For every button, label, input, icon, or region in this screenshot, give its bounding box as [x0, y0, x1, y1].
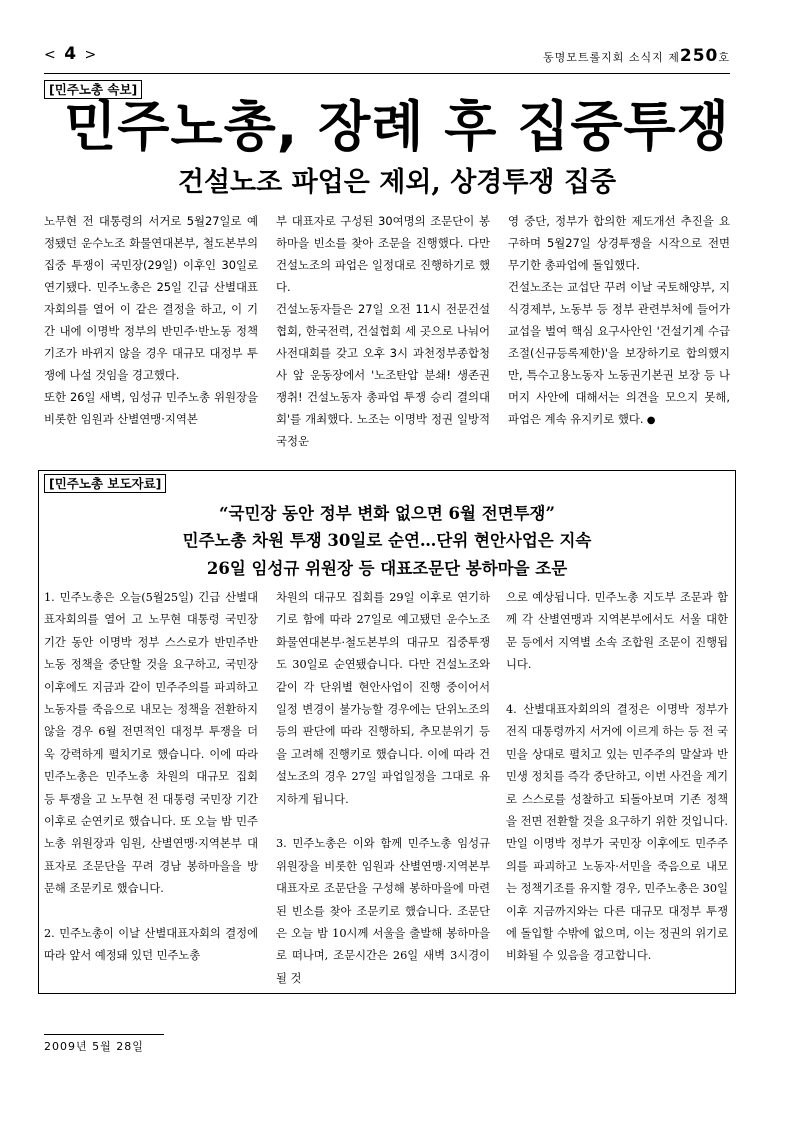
article1-subhead: 건설노조 파업은 제외, 상경투쟁 집중: [177, 167, 617, 198]
article2-title-2: 민주노총 차원 투쟁 30일로 순연…단위 현안사업은 지속: [182, 531, 592, 550]
issue-suffix: 호: [718, 51, 730, 64]
article1-paragraph: 또한 26일 새벽, 임성규 민주노총 위원장을 비롯한 임원과 산별연맹·지역본: [44, 390, 258, 426]
page-number-left: <: [44, 47, 65, 63]
footer-divider: [44, 1034, 164, 1035]
article1-paragraph: 건설노동자들은 27일 오전 11시 전문건설협회, 한국전력, 건설협회 세 곳으로 나눠어 사전대회를 갖고 오후 3시 과천정부종합청사 앞 운동장에서 '노조탄압 분쇄! 생존권 쟁취! 건설노동자 총파업 투쟁 승리 결의대회'를 개최했다. 노조는 이명박 정권 일방적 국정운: [276, 302, 490, 448]
newsletter-title: [543, 46, 730, 66]
page-header: [44, 40, 730, 74]
page-number-value: 4: [64, 44, 79, 64]
article2-paragraph: 1. 민주노총은 오늘(5월25일) 긴급 산별대표자회의를 열어 고 노무현 대통령 국민장 기간 동안 이명박 정부 스스로가 반민주반노동 정책을 중단할 것을 요구하고, 국민장 이후에도 지금과 같이 민주주의를 파괴하고 노동자를 죽음으로 내모는 정책을 전환하지 않을 경우 6월 전면적인 대정부 투쟁을 더욱 강력하게 펼치기로 했습니다. 이에 따라 민주노총은 민주노총 차원의 대규모 집회 등 투쟁을 고 노무현 전 대통령 국민장 기간 이후로 순연키로 했습니다. 또 오늘 밤 민주노총 위원장과 임원, 산별연맹·지역본부 대표자로 조문단을 꾸려 경남 봉하마을을 방문해 조문키로 했습니다.: [44, 591, 258, 896]
footer-date: 2009년 5월 28일: [44, 1040, 144, 1053]
article2-paragraph: 2. 민주노총이 이날 산별대표자회의 결정에 따라 앞서 예정돼 있던 민주노총: [44, 927, 258, 963]
article2-paragraph: 차원의 대규모 집회를 29일 이후로 연기하기로 함에 따라 27일로 예고됐던 운수노조 화물연대본부·철도본부의 대규모 집중투쟁도 30일로 순연됐습니다. 다만 건설노조와 같이 각 단위별 현안사업이 진행 중이어서 일정 변경이 불가능할 경우에는 단위노조의 등의 판단에 따라 진행하되, 추모분위기 등을 고려해 진행키로 했습니다. 이에 따라 건설노조의 경우 27일 파업일정을 그대로 유지하게 됩니다.: [276, 591, 490, 806]
article2-title-1: “국민장 동안 정부 변화 없으면 6월 전면투쟁”: [219, 504, 555, 523]
article1-paragraph-text: 건설노조는 교섭단 꾸려 이날 국토해양부, 지식경제부, 노동부 등 정부 관련부처에 들어가 교섭을 벌여 핵심 요구사안인 '건설기계 수급조절(신규등록제한)'을 보장하기로 합의했지만, 특수고용노동자 노동권기본권 보장 등 나머지 사안에 대해서는 의견을 모으지 못해, 파업은 계속 유지키로 했다.: [508, 280, 730, 426]
end-mark-icon: ●: [643, 415, 656, 426]
article1-headline: 민주노총, 장례 후 집중투쟁: [64, 95, 730, 158]
article2-paragraph: 3. 민주노총은 이와 함께 민주노총 임성규 위원장을 비롯한 임원과 산별연맹·지역본부 대표자로 조문단을 구성해 봉하마을에 마련된 빈소를 찾아 조문키로 했습니다. 조문단은 오늘 밤 10시께 서울을 출발해 봉하마을로 떠나며, 조문시간은 26일 새벽 3시경이 될 것: [276, 837, 490, 985]
page-number-right: >: [78, 47, 99, 63]
paragraph-gap: [276, 811, 490, 833]
issue-number: 250: [679, 46, 719, 66]
paragraph-gap: [506, 677, 728, 699]
paragraph-gap: [44, 901, 258, 923]
article1-paragraph: [508, 276, 730, 432]
article1-paragraph: 노무현 전 대통령의 서거로 5월27일로 예정됐던 운수노조 화물연대본부, 철도본부의 집중 투쟁이 국민장(29일) 이후인 30일로 연기됐다. 민주노총은 25일 긴급 산별대표자회의를 열어 이 같은 결정을 하고, 이 기간 내에 이명박 정부의 반민주·반노동 정책 기조가 바뀌지 않을 경우 대규모 대정부 투쟁에 나설 것임을 경고했다.: [44, 214, 258, 382]
article1-paragraph: 부 대표자로 구성된 30여명의 조문단이 봉하마을 빈소를 찾아 조문을 진행했다. 다만 건설노조의 파업은 일정대로 진행하기로 했다.: [276, 214, 490, 294]
article1-column-2: [276, 210, 490, 452]
page-number: [44, 44, 98, 64]
newsletter-name: 동명모트롤지회 소식지 제: [542, 51, 680, 64]
article2-column-2: [276, 587, 490, 989]
article2-paragraph: 4. 산별대표자회의의 결정은 이명박 정부가 전직 대통령까지 서거에 이르게 하는 등 전 국민을 상대로 펼치고 있는 민주주의 말살과 반민생 정치를 즉각 중단하고, 이번 사건을 계기로 스스로를 성찰하고 되돌아보며 기존 정책을 전면 전환할 것을 요구하기 위한 것입니다. 만일 이명박 정부가 국민장 이후에도 민주주의를 파괴하고 노동자·서민을 죽음으로 내모는 정책기조를 유지할 경우, 민주노총은 30일 이후 지금까지와는 다른 대규모 대정부 투쟁에 돌입할 수밖에 없으며, 이는 정권의 위기로 비화될 수 있음을 경고합니다.: [506, 703, 728, 963]
article2-column-3: [506, 587, 728, 989]
article1-paragraph: 영 중단, 정부가 합의한 제도개선 추진을 요구하며 5월27일 상경투쟁을 시작으로 전면 무기한 총파업에 돌입했다.: [508, 214, 730, 272]
article1-column-3: [508, 210, 730, 432]
article1-tag: [민주노총 속보]: [44, 80, 142, 99]
article2-paragraph: 으로 예상됩니다. 민주노총 지도부 조문과 함께 각 산별연맹과 지역본부에서도 서울 대한문 등에서 지역별 소속 조합원 조문이 진행됩니다.: [506, 591, 728, 672]
article1-column-1: [44, 210, 258, 430]
article2-tag: [민주노총 보도자료]: [44, 474, 166, 493]
article2-title-3: 26일 임성규 위원장 등 대표조문단 봉하마을 조문: [206, 559, 568, 578]
article2-column-1: [44, 587, 258, 989]
